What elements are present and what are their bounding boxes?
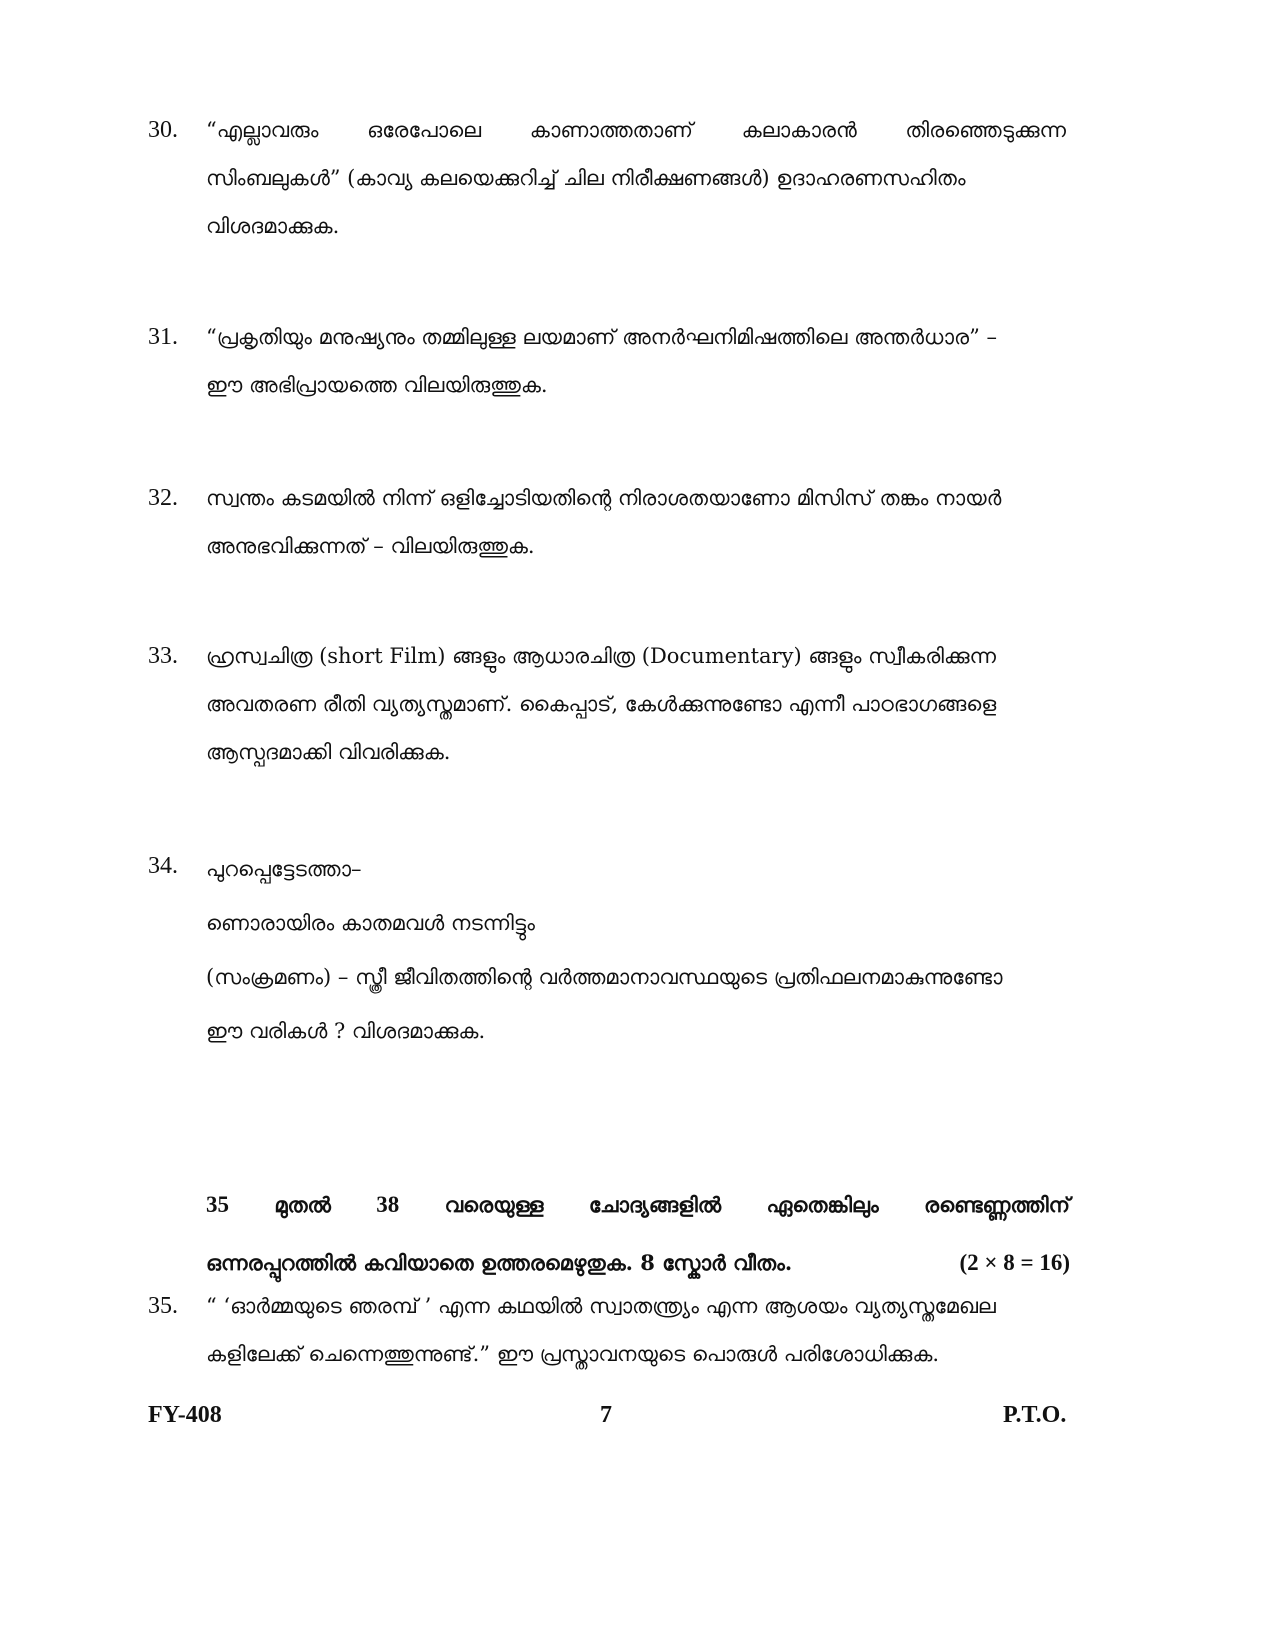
question-number: 34. <box>148 853 178 879</box>
question-line: സ്വന്തം കടമയിൽ നിന്ന് ഒളിച്ചോടിയതിന്റെ നിരാശതയാണോ മിസിസ് തങ്കം നായർ <box>206 486 1002 510</box>
word: ഏതെങ്കിലും <box>766 1192 879 1217</box>
marks-allocation: (2 × 8 = 16) <box>959 1250 1070 1275</box>
question-line: കളിലേക്ക് ചെന്നെത്തുന്നുണ്ട്.” ഈ പ്രസ്താവനയുടെ പൊരുൾ പരിശോധിക്കുക. <box>206 1342 940 1366</box>
question-text <box>206 1282 1066 1378</box>
word: “എല്ലാവരും <box>206 118 319 142</box>
word: വരെയുള്ള <box>444 1192 544 1217</box>
question-line: (സംക്രമണം) – സ്ത്രീ ജീവിതത്തിന്റെ വർത്തമാനാവസ്ഥയുടെ പ്രതിഫലനമാകുന്നുണ്ടോ <box>206 965 1003 989</box>
question-number: 32. <box>148 485 178 511</box>
word: 38 <box>376 1192 400 1217</box>
question-line: അവതരണ രീതി വ്യത്യസ്തമാണ്. കൈപ്പാട്, കേൾക്കുന്നുണ്ടോ എന്നീ പാഠഭാഗങ്ങളെ <box>206 692 997 716</box>
page-number: 7 <box>600 1402 612 1428</box>
question-text <box>206 106 1066 250</box>
word: മുതൽ <box>274 1192 331 1217</box>
question-line: “പ്രകൃതിയും മനുഷ്യനും തമ്മിലുള്ള ലയമാണ് അനർഘനിമിഷത്തിലെ അന്തർധാര” – <box>206 325 997 349</box>
question-line: ആസ്പദമാക്കി വിവരിക്കുക. <box>206 740 451 764</box>
word: 35 <box>206 1192 229 1217</box>
question-line: ഈ അഭിപ്രായത്തെ വിലയിരുത്തുക. <box>206 373 548 397</box>
question-number: 35. <box>148 1293 178 1319</box>
word: തിരഞ്ഞെടുക്കുന്ന <box>905 118 1066 142</box>
question-text <box>206 313 1066 409</box>
question-number: 33. <box>148 643 178 669</box>
please-turn-over: P.T.O. <box>1003 1402 1067 1428</box>
question-text <box>206 474 1066 570</box>
question-line: ഹ്രസ്വചിത്ര (short Film) ങ്ങളും ആധാരചിത്ര (Documentary) ങ്ങളും സ്വീകരിക്കുന്ന <box>206 644 996 668</box>
section-instruction <box>206 1176 1070 1292</box>
instruction-text: ഒന്നരപ്പുറത്തിൽ കവിയാതെ ഉത്തരമെഴുതുക. 8 സ്കോർ വീതം. <box>206 1250 793 1275</box>
instruction-line <box>206 1176 1070 1234</box>
question-number: 31. <box>148 324 178 350</box>
question-line <box>206 106 1066 154</box>
paper-code: FY-408 <box>148 1402 222 1428</box>
question-line: അനുഭവിക്കുന്നത് – വിലയിരുത്തുക. <box>206 534 535 558</box>
word: ഒരേപോലെ <box>367 118 482 142</box>
question-line: “ ‘ഓർമ്മയുടെ ഞരമ്പ് ’ എന്ന കഥയിൽ സ്വാതന്ത്ര്യം എന്ന ആശയം വ്യത്യസ്തമേഖല <box>206 1294 996 1318</box>
word: കലാകാരൻ <box>741 118 857 142</box>
word: കാണാത്തതാണ് <box>529 118 693 142</box>
question-text <box>206 632 1066 776</box>
question-number: 30. <box>148 117 178 143</box>
question-line: ണൊരായിരം കാതമവൾ നടന്നിട്ടും <box>206 911 535 935</box>
word: രണ്ടെണ്ണത്തിന് <box>924 1192 1070 1217</box>
word: ചോദ്യങ്ങളിൽ <box>588 1192 722 1217</box>
question-line: സിംബലുകൾ” (കാവ്യ കലയെക്കുറിച്ച് ചില നിരീക്ഷണങ്ങൾ) ഉദാഹരണസഹിതം <box>206 166 966 190</box>
question-line: പുറപ്പെട്ടേടത്താ– <box>206 857 362 881</box>
question-line: വിശദമാക്കുക. <box>206 214 340 238</box>
question-line: ഈ വരികൾ ? വിശദമാക്കുക. <box>206 1019 486 1043</box>
question-text <box>206 842 1066 1058</box>
